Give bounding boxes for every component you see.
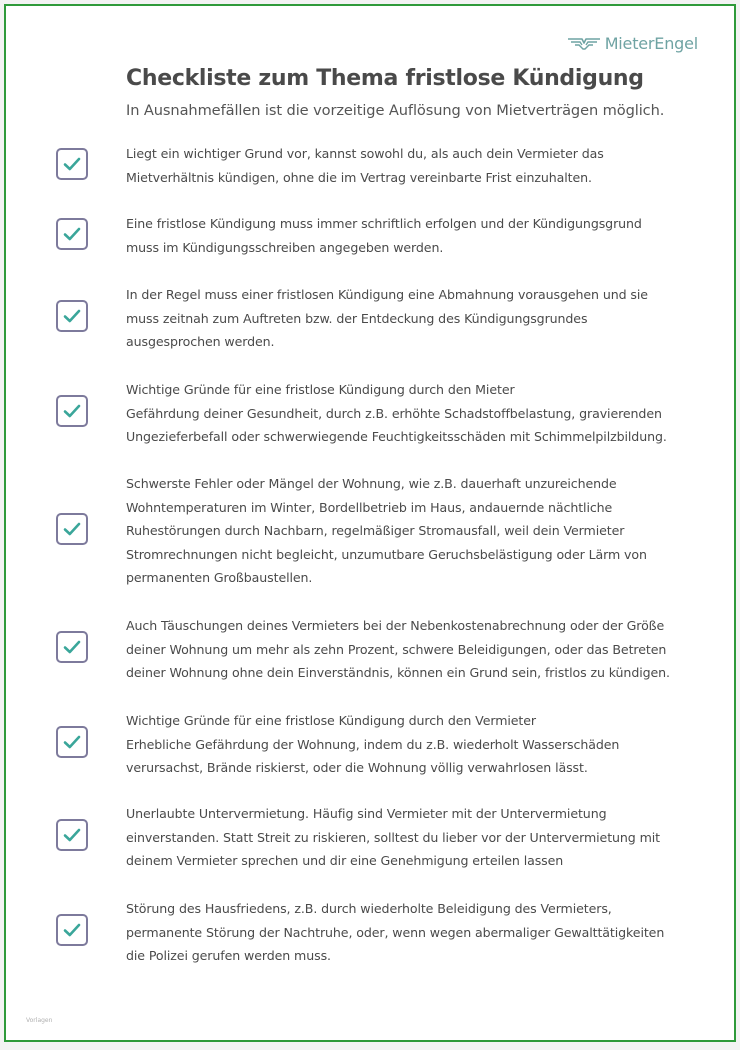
checklist-item-text: Schwerste Fehler oder Mängel der Wohnung, wie z.B. dauerhaft unzureichende Wohntemperaturen im Winter, Bordellbetrieb im Haus, andauernde nächtliche Ruhestörungen durch Nachbarn, regelmäßiger Stromausfall, weil dein Vermieter Stromrechnungen nicht begleicht, unzumutbare Geruchsbelästigung oder Lärm von permanenten Großbaustellen. xyxy=(126,476,647,586)
checklist-item-text: Eine fristlose Kündigung muss immer schriftlich erfolgen und der Kündigungsgrund muss im Kündigungsschreiben angegeben werden. xyxy=(126,216,642,255)
checkbox[interactable] xyxy=(56,300,88,332)
checkbox[interactable] xyxy=(56,819,88,851)
checklist-item-text: Unerlaubte Untervermietung. Häufig sind Vermieter mit der Untervermietung einverstanden. Statt Streit zu riskieren, solltest du lieber vor der Untervermietung mit deinem Vermieter sprechen und dir eine Genehmigung erteilen lassen xyxy=(126,806,660,869)
check-icon xyxy=(63,521,81,537)
checklist-item-text: In der Regel muss einer fristlosen Kündigung eine Abmahnung vorausgehen und sie muss zeitnah zum Auftreten bzw. der Entdeckung des Kündigungsgrundes ausgesprochen werden. xyxy=(126,287,648,350)
brand-logo[interactable] xyxy=(567,34,698,53)
check-icon xyxy=(63,827,81,843)
check-icon xyxy=(63,226,81,242)
footer-label: Vorlagen xyxy=(26,1017,53,1024)
check-icon xyxy=(63,639,81,655)
checklist-item-text: Liegt ein wichtiger Grund vor, kannst sowohl du, als auch dein Vermieter das Mietverhältnis kündigen, ohne die im Vertrag vereinbarte Frist einzuhalten. xyxy=(126,146,604,185)
checklist-item-text: Wichtige Gründe für eine fristlose Kündigung durch den Vermieter Erhebliche Gefährdung der Wohnung, indem du z.B. wiederholt Wasserschäden verursachst, Brände riskierst, oder die Wohnung völlig verwahrlosen lässt. xyxy=(126,713,620,776)
brand-name: MieterEngel xyxy=(604,34,698,53)
checkbox[interactable] xyxy=(56,726,88,758)
page-title: Checkliste zum Thema fristlose Kündigung xyxy=(126,66,644,91)
checkbox[interactable] xyxy=(56,631,88,663)
checkbox[interactable] xyxy=(56,395,88,427)
page-subtitle: In Ausnahmefällen ist die vorzeitige Auflösung von Mietverträgen möglich. xyxy=(126,102,665,119)
wings-icon xyxy=(567,37,601,51)
checkbox[interactable] xyxy=(56,914,88,946)
check-icon xyxy=(63,156,81,172)
checklist-page xyxy=(4,4,736,1042)
checkbox[interactable] xyxy=(56,218,88,250)
checklist-item-text: Störung des Hausfriedens, z.B. durch wiederholte Beleidigung des Vermieters, permanente Störung der Nachtruhe, oder, wenn wegen abermaliger Gewalttätigkeiten die Polizei gerufen werden muss. xyxy=(126,901,665,964)
check-icon xyxy=(63,308,81,324)
checkbox[interactable] xyxy=(56,513,88,545)
check-icon xyxy=(63,922,81,938)
check-icon xyxy=(63,403,81,419)
checkbox[interactable] xyxy=(56,148,88,180)
checklist-item-text: Wichtige Gründe für eine fristlose Kündigung durch den Mieter Gefährdung deiner Gesundheit, durch z.B. erhöhte Schadstoffbelastung, gravierenden Ungezieferbefall oder schwerwiegende Feuchtigkeitsschäden mit Schimmelpilzbildung. xyxy=(126,382,667,445)
checklist-item-text: Auch Täuschungen deines Vermieters bei der Nebenkostenabrechnung oder der Größe deiner Wohnung um mehr als zehn Prozent, schwere Beleidigungen, oder das Betreten deiner Wohnung ohne dein Einverständnis, können ein Grund sein, fristlos zu kündigen. xyxy=(126,618,670,681)
check-icon xyxy=(63,734,81,750)
